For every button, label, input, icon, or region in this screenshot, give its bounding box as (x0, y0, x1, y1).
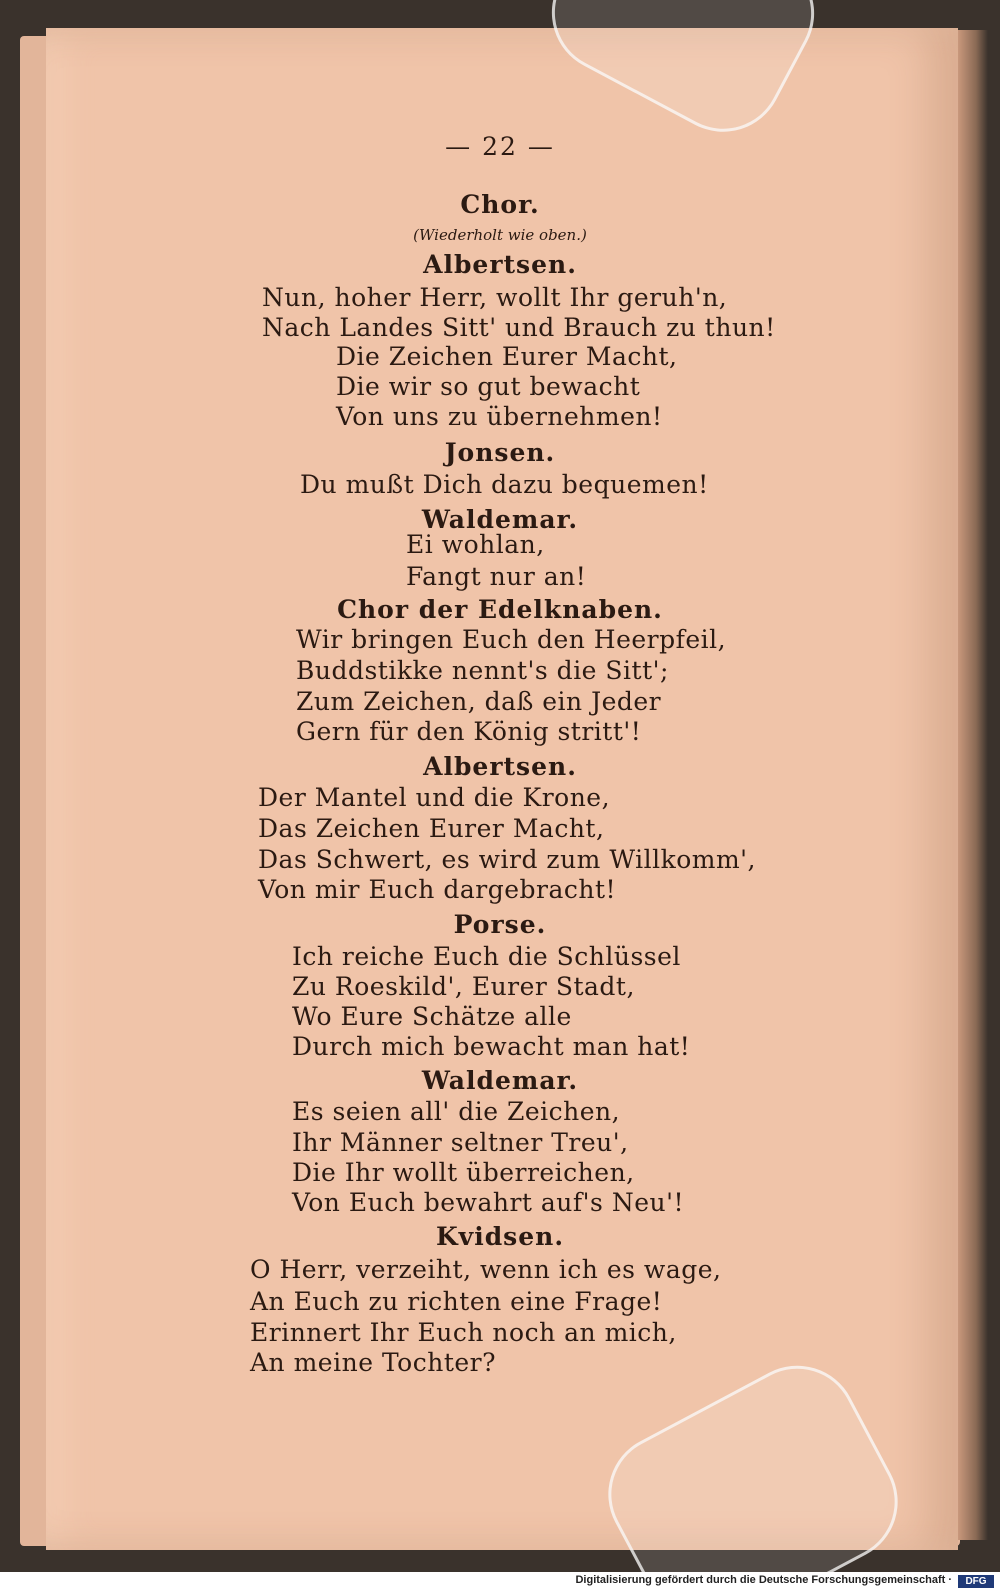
verse-line: Das Schwert, es wird zum Willkomm', (258, 845, 757, 874)
verse-line: Fangt nur an! (406, 562, 587, 591)
verse-line: Wir bringen Euch den Heerpfeil, (296, 625, 727, 654)
verse-line: Nach Landes Sitt' und Brauch zu thun! (262, 313, 776, 342)
speaker-heading: Waldemar. (421, 505, 579, 534)
digitization-footer (0, 1572, 1000, 1591)
dfg-logo: DFG (958, 1575, 994, 1588)
speaker-heading: Albertsen. (423, 752, 577, 781)
verse-line: Buddstikke nennt's die Sitt'; (296, 656, 669, 685)
verse-line: Ich reiche Euch die Schlüssel (292, 942, 681, 971)
verse-line: Von uns zu übernehmen! (336, 402, 663, 431)
speaker-heading: Porse. (453, 910, 547, 939)
verse-line: Zu Roeskild', Eurer Stadt, (292, 972, 635, 1001)
verse-line: O Herr, verzeiht, wenn ich es wage, (250, 1255, 722, 1284)
verse-line: Die Zeichen Eurer Macht, (336, 342, 678, 371)
verse-line: Nun, hoher Herr, wollt Ihr geruh'n, (262, 283, 728, 312)
verse-line: Das Zeichen Eurer Macht, (258, 814, 605, 843)
verse-line: Zum Zeichen, daß ein Jeder (296, 687, 662, 716)
verse-line: Durch mich bewacht man hat! (292, 1032, 691, 1061)
verse-line: Der Mantel und die Krone, (258, 783, 611, 812)
speaker-heading: Chor der Edelknaben. (337, 595, 663, 624)
verse-line: An meine Tochter? (250, 1348, 497, 1377)
verse-line: Die wir so gut bewacht (336, 372, 641, 401)
footer-credit: Digitalisierung gefördert durch die Deutsche Forschungsgemeinschaft · (575, 1574, 952, 1586)
verse-line: Ei wohlan, (406, 530, 545, 559)
verse-line: Es seien all' die Zeichen, (292, 1097, 621, 1126)
speaker-heading: Albertsen. (423, 250, 577, 279)
verse-line: Erinnert Ihr Euch noch an mich, (250, 1318, 677, 1347)
verse-line: Die Ihr wollt überreichen, (292, 1158, 635, 1187)
verse-line: An Euch zu richten eine Frage! (250, 1287, 663, 1316)
speaker-heading: Waldemar. (421, 1066, 579, 1095)
verse-line: Von Euch bewahrt auf's Neu'! (292, 1188, 685, 1217)
page-number: — 22 — (445, 132, 555, 161)
verse-line: Wo Eure Schätze alle (292, 1002, 572, 1031)
verse-line: Gern für den König stritt'! (296, 717, 642, 746)
stage-direction: (Wiederholt wie oben.) (413, 226, 587, 244)
speaker-heading: Jonsen. (444, 438, 556, 467)
speaker-heading: Chor. (460, 190, 540, 219)
speaker-heading: Kvidsen. (435, 1222, 565, 1251)
verse-line: Ihr Männer seltner Treu', (292, 1128, 629, 1157)
verse-line: Von mir Euch dargebracht! (258, 875, 617, 904)
verse-line: Du mußt Dich dazu bequemen! (300, 470, 709, 499)
